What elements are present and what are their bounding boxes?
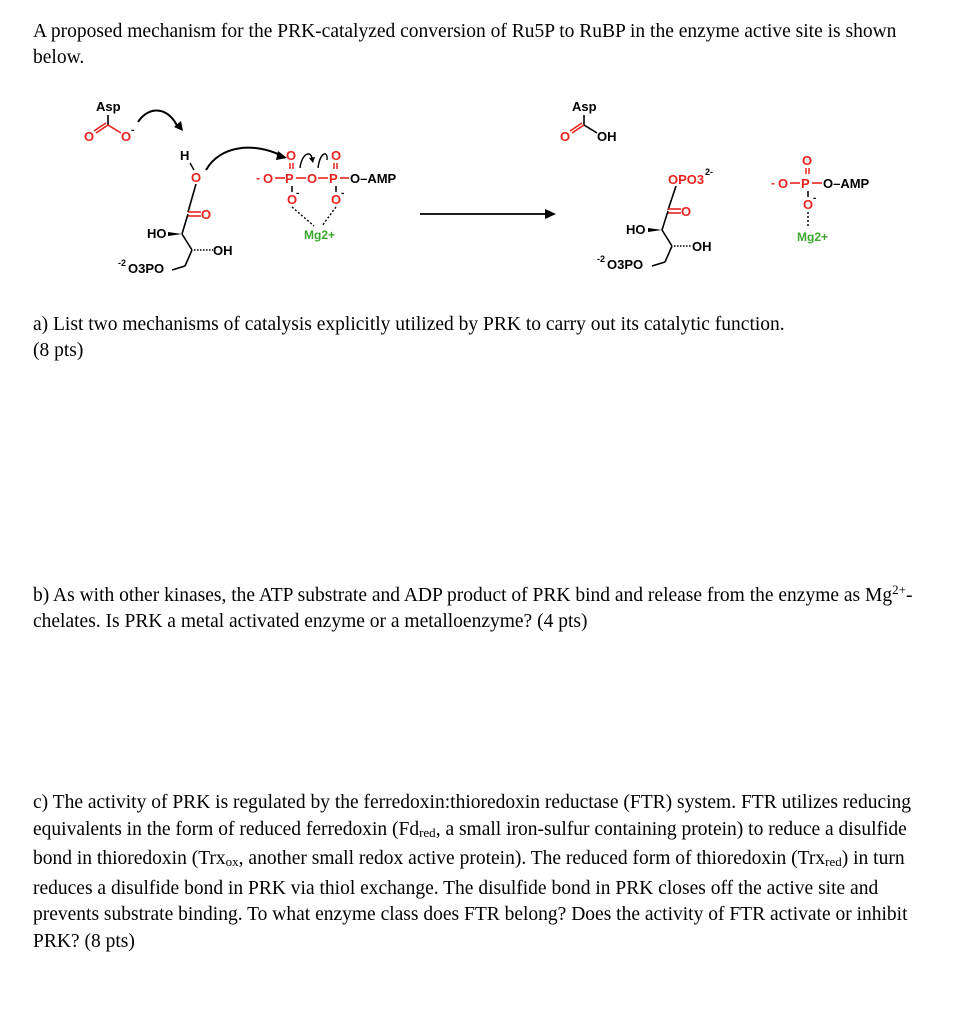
question-a-text: a) List two mechanisms of catalysis explicitly utilized by PRK to carry out its catalytic function. [33, 314, 785, 335]
arrow-asp-to-h [138, 111, 178, 128]
right-asp-oh: OH [597, 129, 617, 144]
svg-text:O: O [681, 204, 692, 219]
question-c-text-2: , a small iron-sulfur containing protein) to reduce a disulfide bond in thioredoxin (Trx [33, 818, 907, 869]
svg-text:O: O [803, 197, 814, 212]
reaction-scheme [0, 88, 974, 288]
left-mg-label: Mg2+ [304, 228, 336, 242]
svg-text:O: O [201, 207, 212, 222]
right-phosphate-prefix: -2 [597, 254, 606, 264]
question-c-text-1: c) The activity of PRK is regulated by the ferredoxin:thioredoxin reductase (FTR) system. FTR utilizes reducing equivalents in the form of reduced ferredoxin (Fd [33, 792, 912, 840]
svg-text:O: O [287, 192, 298, 207]
svg-text:-: - [256, 171, 260, 185]
right-adp-tail: O–AMP [823, 176, 870, 191]
right-adp [771, 153, 870, 244]
right-asp-label: Asp [572, 99, 597, 114]
right-ho-label: HO [626, 222, 646, 237]
question-c-subscript-2: ox [225, 854, 239, 869]
svg-text:O: O [307, 171, 318, 186]
svg-text:O: O [331, 148, 342, 163]
right-rubp [597, 167, 713, 272]
svg-text:O: O [778, 176, 789, 191]
svg-text:O: O [191, 170, 202, 185]
question-c-subscript-3: red [825, 854, 842, 869]
left-atp [256, 148, 397, 242]
right-aspartate [560, 99, 617, 144]
question-b [33, 577, 933, 635]
left-phosphate-label: O3PO [128, 261, 165, 276]
question-b-part2: -chelates. Is PRK a metal activated enzyme or a metalloenzyme? (4 pts) [33, 585, 913, 632]
svg-text:P: P [329, 171, 338, 186]
question-c [33, 790, 933, 955]
intro-text: A proposed mechanism for the PRK-catalyzed conversion of Ru5P to RuBP in the enzyme active site is shown below. [33, 21, 897, 68]
left-h-label: H [180, 148, 190, 163]
question-c-subscript-1: red [419, 824, 436, 840]
right-mg-label: Mg2+ [797, 230, 829, 244]
left-ho-label: HO [147, 226, 167, 241]
right-opo3-label: OPO3 [668, 172, 705, 187]
left-atp-tail: O–AMP [350, 171, 397, 186]
svg-text:O: O [802, 153, 813, 168]
svg-text:P: P [285, 171, 294, 186]
right-opo3-charge: 2- [705, 167, 714, 177]
question-c-text-3: , another small redox active protein). The reduced form of thioredoxin (Trx [238, 848, 826, 869]
left-oh-label: OH [213, 243, 233, 258]
svg-text:-: - [813, 193, 817, 204]
svg-text:O: O [121, 129, 132, 144]
right-oh-label: OH [692, 239, 712, 254]
svg-text:-: - [131, 125, 135, 136]
svg-text:O: O [286, 148, 297, 163]
left-ru5p [118, 148, 233, 276]
svg-text:O: O [331, 192, 342, 207]
question-a [33, 312, 933, 364]
svg-text:-: - [341, 188, 345, 199]
left-phosphate-prefix: -2 [118, 258, 127, 268]
svg-text:-: - [771, 176, 775, 190]
svg-text:O: O [84, 129, 95, 144]
question-b-superscript: 2+ [892, 582, 906, 597]
svg-text:O: O [560, 129, 571, 144]
question-c-text-4: ) in turn reduces a disulfide bond in PRK via thiol exchange. The disulfide bond in PRK closes off the active site and prevents substrate binding. To what enzyme class does FTR belong? Does the activity of FTR activate or inhibit PRK? (8 pts) [33, 848, 908, 952]
question-b-part1: b) As with other kinases, the ATP substrate and ADP product of PRK bind and release from the enzyme as Mg [33, 585, 893, 606]
left-asp-label: Asp [96, 99, 121, 114]
svg-text:P: P [801, 176, 810, 191]
question-a-points: (8 pts) [33, 340, 84, 361]
svg-text:-: - [296, 188, 300, 199]
left-aspartate [84, 99, 134, 144]
right-phosphate-label: O3PO [607, 257, 644, 272]
arrow-o-to-phosphorus [206, 148, 282, 170]
svg-text:O: O [263, 171, 274, 186]
